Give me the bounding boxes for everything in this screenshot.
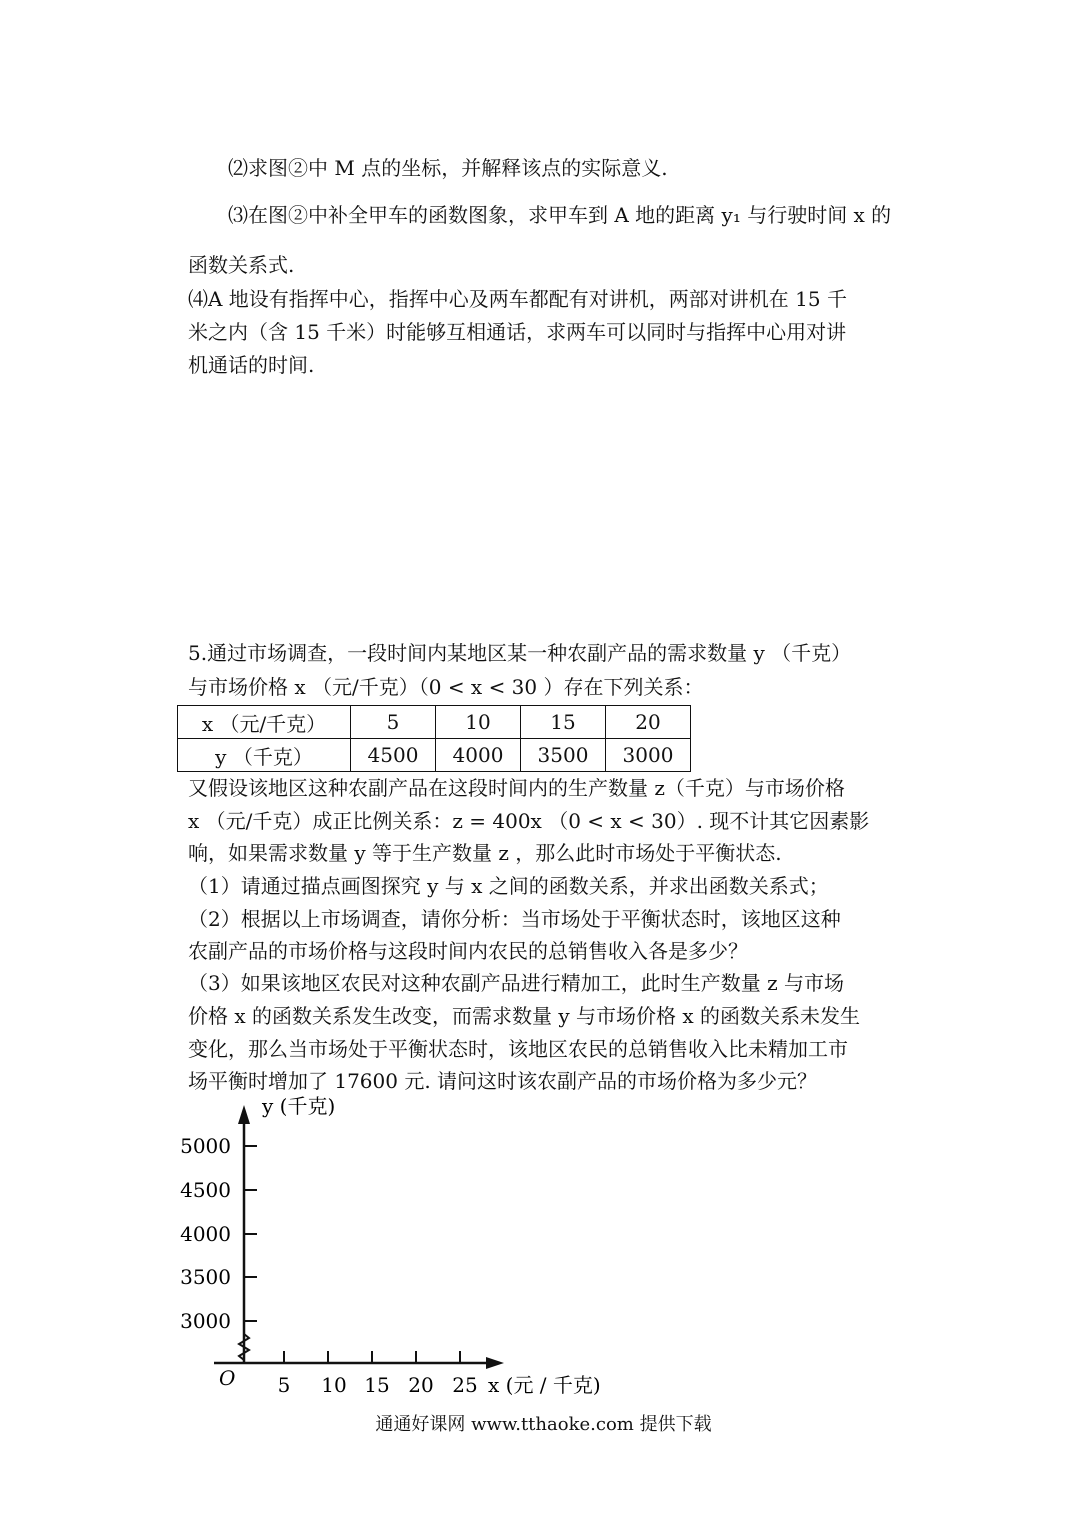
q5-sub2-line1: （2）根据以上市场调查，请你分析：当市场处于平衡状态时，该地区这种 (188, 907, 841, 931)
x-axis-arrow-icon (486, 1357, 504, 1369)
q5-after-line1: 又假设该地区这种农副产品在这段时间内的生产数量 z（千克）与市场价格 (188, 776, 845, 800)
y-tick-label: 5000 (180, 1134, 231, 1158)
y-ticks (244, 1146, 257, 1321)
y-tick-label: 4500 (180, 1178, 231, 1202)
table-cell: 3000 (606, 739, 691, 772)
q5-after-line3: 响，如果需求数量 y 等于生产数量 z ，那么此时市场处于平衡状态. (188, 841, 782, 865)
q5-sub3-line4: 场平衡时增加了 17600 元. 请问这时该农副产品的市场价格为多少元？ (188, 1069, 818, 1093)
x-axis-label: x (元 / 千克) (488, 1373, 601, 1397)
table-cell: 10 (436, 706, 521, 739)
y-tick-label: 3000 (180, 1309, 231, 1333)
x-tick-label: 20 (408, 1373, 434, 1397)
x-tick-label: 5 (277, 1373, 291, 1397)
origin-label: O (219, 1366, 236, 1390)
q5-after-line2: x （元/千克）成正比例关系：z = 400x （0 < x < 30）. 现不计其它因素影 (188, 809, 870, 833)
q5-intro-line2: 与市场价格 x （元/千克）（0 < x < 30 ）存在下列关系： (188, 675, 704, 699)
y-tick-label: 4000 (180, 1222, 231, 1246)
x-tick-label: 25 (452, 1373, 478, 1397)
table-cell: 3500 (521, 739, 606, 772)
q4-part2: ⑵求图②中 M 点的坐标，并解释该点的实际意义. (228, 156, 668, 180)
y-axis-label: y (千克) (262, 1094, 336, 1118)
table-cell: 5 (351, 706, 436, 739)
q5-intro-line1: 5.通过市场调查，一段时间内某地区某一种农副产品的需求数量 y （千克） (188, 641, 852, 665)
q4-part4-line2: 米之内（含 15 千米）时能够互相通话，求两车可以同时与指挥中心用对讲 (188, 320, 847, 344)
q4-part3-line2: 函数关系式. (188, 253, 295, 277)
table-cell: 4500 (351, 739, 436, 772)
q4-part4-line1: ⑷A 地设有指挥中心，指挥中心及两车都配有对讲机，两部对讲机在 15 千 (188, 287, 847, 311)
q5-sub3-line3: 变化，那么当市场处于平衡状态时，该地区农民的总销售收入比未精加工市 (188, 1037, 848, 1061)
x-tick-label: 10 (321, 1373, 347, 1397)
q4-part4-line3: 机通话的时间. (188, 353, 315, 377)
x-ticks (284, 1351, 460, 1363)
y-axis-arrow-icon (238, 1105, 250, 1124)
table-cell: 4000 (436, 739, 521, 772)
table-cell: 15 (521, 706, 606, 739)
table-cell: x （元/千克） (178, 706, 351, 739)
y-tick-label: 3500 (180, 1265, 231, 1289)
table-cell: 20 (606, 706, 691, 739)
q5-sub1: （1）请通过描点画图探究 y 与 x 之间的函数关系，并求出函数关系式； (188, 874, 829, 898)
q5-sub3-line2: 价格 x 的函数关系发生改变，而需求数量 y 与市场价格 x 的函数关系未发生 (188, 1004, 861, 1028)
q5-sub2-line2: 农副产品的市场价格与这段时间内农民的总销售收入各是多少？ (188, 939, 748, 963)
page-footer: 通通好课网 www.tthaoke.com 提供下载 (375, 1414, 712, 1435)
q4-part3-line1: ⑶在图②中补全甲车的函数图象，求甲车到 A 地的距离 y₁ 与行驶时间 x 的 (228, 203, 892, 227)
x-tick-label: 15 (364, 1373, 390, 1397)
q5-sub3-line1: （3）如果该地区农民对这种农副产品进行精加工，此时生产数量 z 与市场 (188, 971, 844, 995)
table-cell: y （千克） (178, 739, 351, 772)
